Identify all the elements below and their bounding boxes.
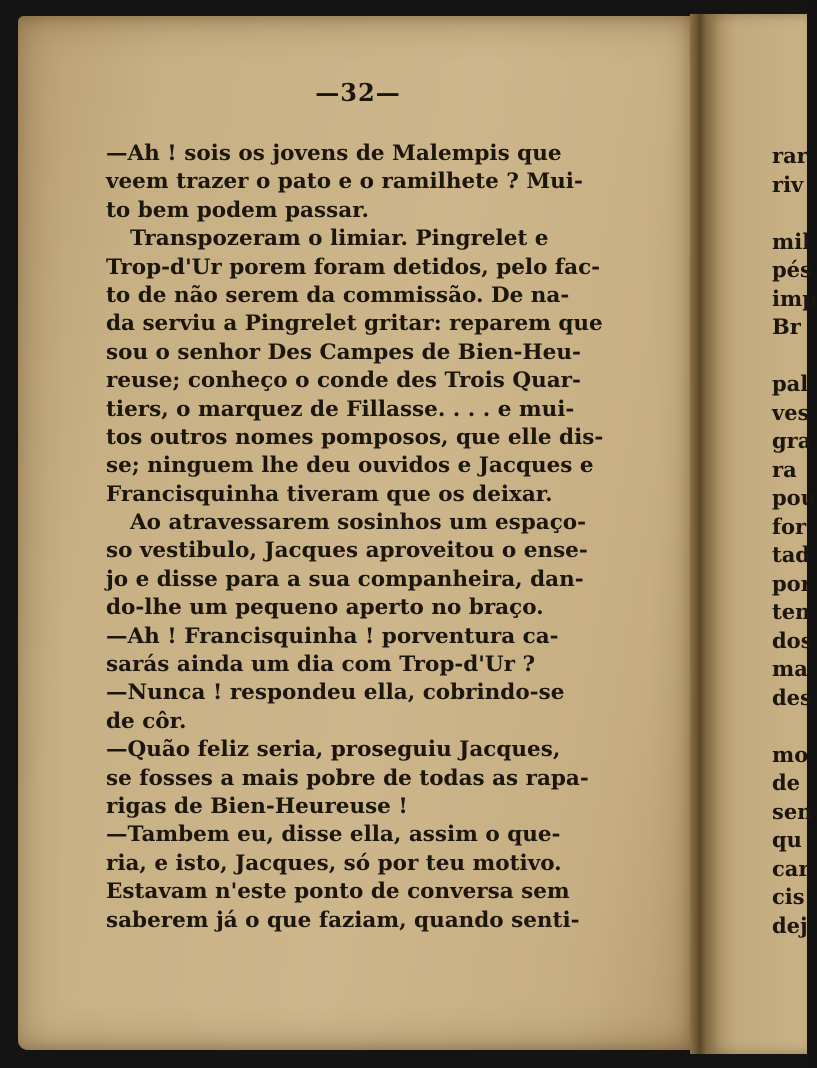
text-line: Trop-d'Ur porem foram detidos, pelo fac- xyxy=(106,254,601,280)
right-text-fragment: ra xyxy=(772,456,797,482)
right-text-fragment: gra xyxy=(772,428,812,453)
right-text-fragment: ten xyxy=(772,599,811,624)
text-line: saberem já o que faziam, quando senti- xyxy=(106,907,580,933)
right-text-fragment: qu xyxy=(772,827,802,852)
right-text-fragment: cis xyxy=(772,884,805,909)
right-text-fragment: car xyxy=(772,855,810,881)
text-line: —Nunca ! respondeu ella, cobrindo-se xyxy=(106,680,565,706)
right-page-text-fragment xyxy=(772,142,817,940)
right-text-fragment: por xyxy=(772,570,812,596)
right-text-fragment: dej xyxy=(772,912,808,938)
text-line: sarás ainda um dia com Trop-d'Ur ? xyxy=(106,652,536,678)
text-line: so vestibulo, Jacques aproveitou o ense- xyxy=(106,538,588,564)
right-text-fragment xyxy=(772,199,812,228)
text-line: —Tambem eu, disse ella, assim o que- xyxy=(106,822,561,848)
text-line: ria, e isto, Jacques, só por teu motivo. xyxy=(106,850,562,876)
text-line: rigas de Bien-Heureuse ! xyxy=(106,793,408,819)
right-text-fragment: Br xyxy=(772,314,801,339)
right-text-fragment: mo xyxy=(772,741,809,767)
right-text-fragment: for xyxy=(772,513,807,539)
text-line: reuse; conheço o conde des Trois Quar- xyxy=(106,368,581,394)
text-line: veem trazer o pato e o ramilhete ? Mui- xyxy=(106,169,583,195)
text-line: to bem podem passar. xyxy=(106,197,369,223)
text-line: Estavam n'este ponto de conversa sem xyxy=(106,879,570,905)
right-text-fragment: riv xyxy=(772,171,804,197)
text-line: de côr. xyxy=(106,708,187,734)
text-line: tiers, o marquez de Fillasse. . . . e mui- xyxy=(106,396,575,422)
text-line: —Ah ! sois os jovens de Malempis que xyxy=(106,141,562,166)
left-page xyxy=(18,16,698,1050)
right-text-fragment: pou xyxy=(772,485,816,510)
right-text-fragment: de xyxy=(772,770,801,795)
text-line: Ao atravessarem sosinhos um espaço- xyxy=(130,510,587,536)
right-text-fragment: pés xyxy=(772,257,812,282)
right-text-fragment: rar xyxy=(772,143,808,168)
text-line: Francisquinha tiveram que os deixar. xyxy=(106,481,553,507)
text-line: do-lhe um pequeno aperto no braço. xyxy=(106,595,544,621)
right-text-fragment: des xyxy=(772,684,812,710)
right-text-fragment: ves xyxy=(772,399,810,425)
text-line: se; ninguem lhe deu ouvidos e Jacques e xyxy=(106,453,594,479)
text-line: to de não serem da commissão. De na- xyxy=(106,282,570,308)
right-text-fragment xyxy=(772,712,812,741)
left-page-text xyxy=(106,140,646,935)
right-text-fragment: sen xyxy=(772,798,813,824)
text-line: jo e disse para a sua companheira, dan- xyxy=(106,566,584,592)
right-text-fragment: pal xyxy=(772,371,809,396)
page-number: —32— xyxy=(315,78,401,107)
text-line: sou o senhor Des Campes de Bien-Heu- xyxy=(106,339,581,365)
right-text-fragment: imp xyxy=(772,285,817,311)
right-text-fragment: ma xyxy=(772,656,808,681)
right-text-fragment: dos xyxy=(772,627,813,653)
text-line: se fosses a mais pobre de todas as rapa- xyxy=(106,765,589,791)
text-line: Transpozeram o limiar. Pingrelet e xyxy=(130,226,549,252)
text-line: tos outros nomes pomposos, que elle dis- xyxy=(106,424,604,450)
text-line: da serviu a Pingrelet gritar: reparem que xyxy=(106,311,603,337)
text-line: —Ah ! Francisquinha ! porventura ca- xyxy=(106,623,559,649)
text-line: —Quão feliz seria, proseguiu Jacques, xyxy=(106,737,561,763)
right-text-fragment xyxy=(772,342,812,371)
right-text-fragment: tad xyxy=(772,542,810,567)
right-text-fragment: mil xyxy=(772,228,811,254)
right-page xyxy=(708,14,817,1054)
